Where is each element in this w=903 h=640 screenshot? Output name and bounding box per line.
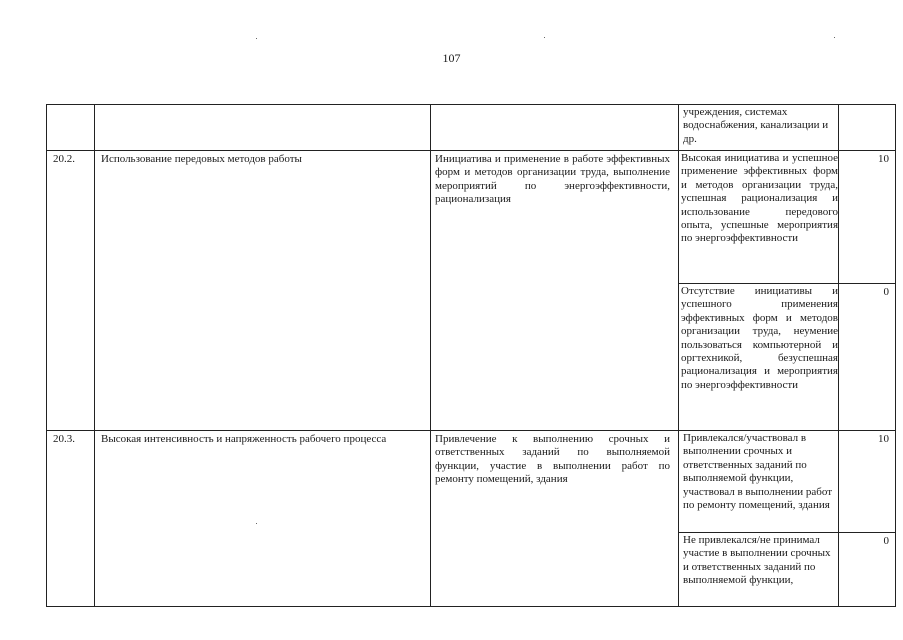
indicator-description: Инициатива и применение в работе эффективных форм и методов организации труда, выполнение мероприятий по энергоэффективности, рационализация — [431, 151, 679, 431]
indicator-name: Использование передовых методов работы — [95, 151, 431, 431]
criterion-text: Не привлекался/не принимал участие в выполнении срочных и ответственных заданий по выполняемой функции, — [679, 533, 839, 607]
score: 0 — [839, 284, 896, 431]
page-number: 107 — [442, 51, 461, 65]
table-row-carryover — [47, 105, 896, 151]
row-number: 20.2. — [47, 151, 95, 431]
criterion-text: Привлекался/участвовал в выполнении срочных и ответственных заданий по выполняемой функции, участвовал в выполнении работ по ремонту помещений, здания — [679, 431, 839, 533]
criterion-text: Высокая инициатива и успешное применение эффективных форм и методов организации труда, успешная рационализация и использование передового опыта, успешные мероприятия по энергоэффективности — [679, 151, 839, 284]
score: 10 — [839, 151, 896, 284]
scan-speck — [834, 37, 835, 38]
score: 0 — [839, 533, 896, 607]
criterion-text: учреждения, системах водоснабжения, канализации и др. — [679, 105, 839, 151]
indicator-name — [95, 105, 431, 151]
score: 10 — [839, 431, 896, 533]
indicator-description: Привлечение к выполнению срочных и ответственных заданий по выполняемой функции, участие в выполнении работ по ремонту помещений, здания — [431, 431, 679, 607]
row-number: 20.3. — [47, 431, 95, 607]
criterion-text: Отсутствие инициативы и успешного применения эффективных форм и методов организации труда, неумение пользоваться компьютерной и оргтехникой, безуспешная рационализация и мероприятия по энергоэффективности — [679, 284, 839, 431]
row-number — [47, 105, 95, 151]
table-row — [47, 151, 896, 284]
scan-speck — [544, 37, 545, 38]
score — [839, 105, 896, 151]
criteria-table — [46, 104, 896, 607]
indicator-name: Высокая интенсивность и напряженность рабочего процесса — [95, 431, 431, 607]
table-row — [47, 431, 896, 533]
scan-speck — [256, 38, 257, 39]
indicator-description — [431, 105, 679, 151]
